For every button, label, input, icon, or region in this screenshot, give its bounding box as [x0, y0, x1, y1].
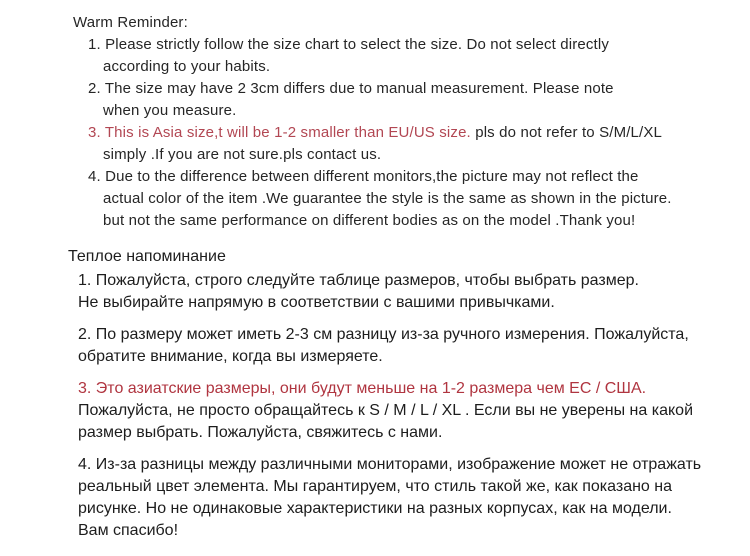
english-text-segment: simply .If you are not sure.pls contact us. [103, 146, 382, 163]
russian-section-title: Теплое напоминание [68, 248, 226, 265]
russian-line: рисунке. Но не одинаковые характеристики на разных корпусах, как на модели. [78, 500, 672, 517]
russian-line: размер выбрать. Пожалуйста, свяжитесь с нами. [78, 424, 443, 441]
english-line [88, 34, 710, 56]
english-section-title: Warm Reminder: [73, 14, 188, 31]
english-line [103, 210, 710, 232]
english-lines [73, 34, 710, 232]
english-text-segment: 4. Due to the difference between different monitors,the picture may not reflect the [88, 168, 639, 185]
russian-paragraph [78, 324, 720, 368]
russian-paragraph [78, 454, 720, 542]
english-text-segment: actual color of the item .We guarantee the style is the same as shown in the picture. [103, 190, 672, 207]
english-line [88, 122, 710, 144]
english-line [88, 166, 710, 188]
russian-section [68, 246, 720, 542]
russian-paragraph [78, 270, 720, 314]
english-section [73, 12, 710, 232]
russian-line: 4. Из-за разницы между различными мониторами, изображение может не отражать [78, 456, 702, 473]
english-text-segment: 3. This is Asia size,t will be 1-2 smaller than EU/US size. [88, 124, 471, 141]
english-line [103, 56, 710, 78]
english-text-segment: 2. The size may have 2 3cm differs due to manual measurement. Please note [88, 80, 614, 97]
russian-line: Пожалуйста, не просто обращайтесь к S / M / L / XL . Если вы не уверены на какой [78, 402, 693, 419]
russian-line: 1. Пожалуйста, строго следуйте таблице размеров, чтобы выбрать размер. [78, 272, 639, 289]
english-text-segment: according to your habits. [103, 58, 271, 75]
english-line [88, 78, 710, 100]
russian-line: 3. Это азиатские размеры, они будут меньше на 1-2 размера чем ЕС / США. [78, 380, 647, 397]
russian-line: 2. По размеру может иметь 2-3 см разницу из-за ручного измерения. Пожалуйста, [78, 326, 689, 343]
english-text-segment: pls do not refer to S/M/L/XL [470, 124, 663, 141]
english-line [103, 100, 710, 122]
english-line [103, 144, 710, 166]
russian-line: реальный цвет элемента. Мы гарантируем, что стиль такой же, как показано на [78, 478, 672, 495]
english-line [103, 188, 710, 210]
english-text-segment: 1. Please strictly follow the size chart to select the size. Do not select directly [88, 36, 609, 53]
english-text-segment: but not the same performance on different bodies as on the model .Thank you! [103, 212, 636, 229]
russian-line: Не выбирайте напрямую в соответствии с вашими привычками. [78, 294, 555, 311]
russian-paragraphs [68, 270, 720, 542]
russian-line: обратите внимание, когда вы измеряете. [78, 348, 383, 365]
russian-line: Вам спасибо! [78, 522, 179, 539]
english-text-segment: when you measure. [103, 102, 237, 119]
russian-paragraph [78, 378, 720, 444]
